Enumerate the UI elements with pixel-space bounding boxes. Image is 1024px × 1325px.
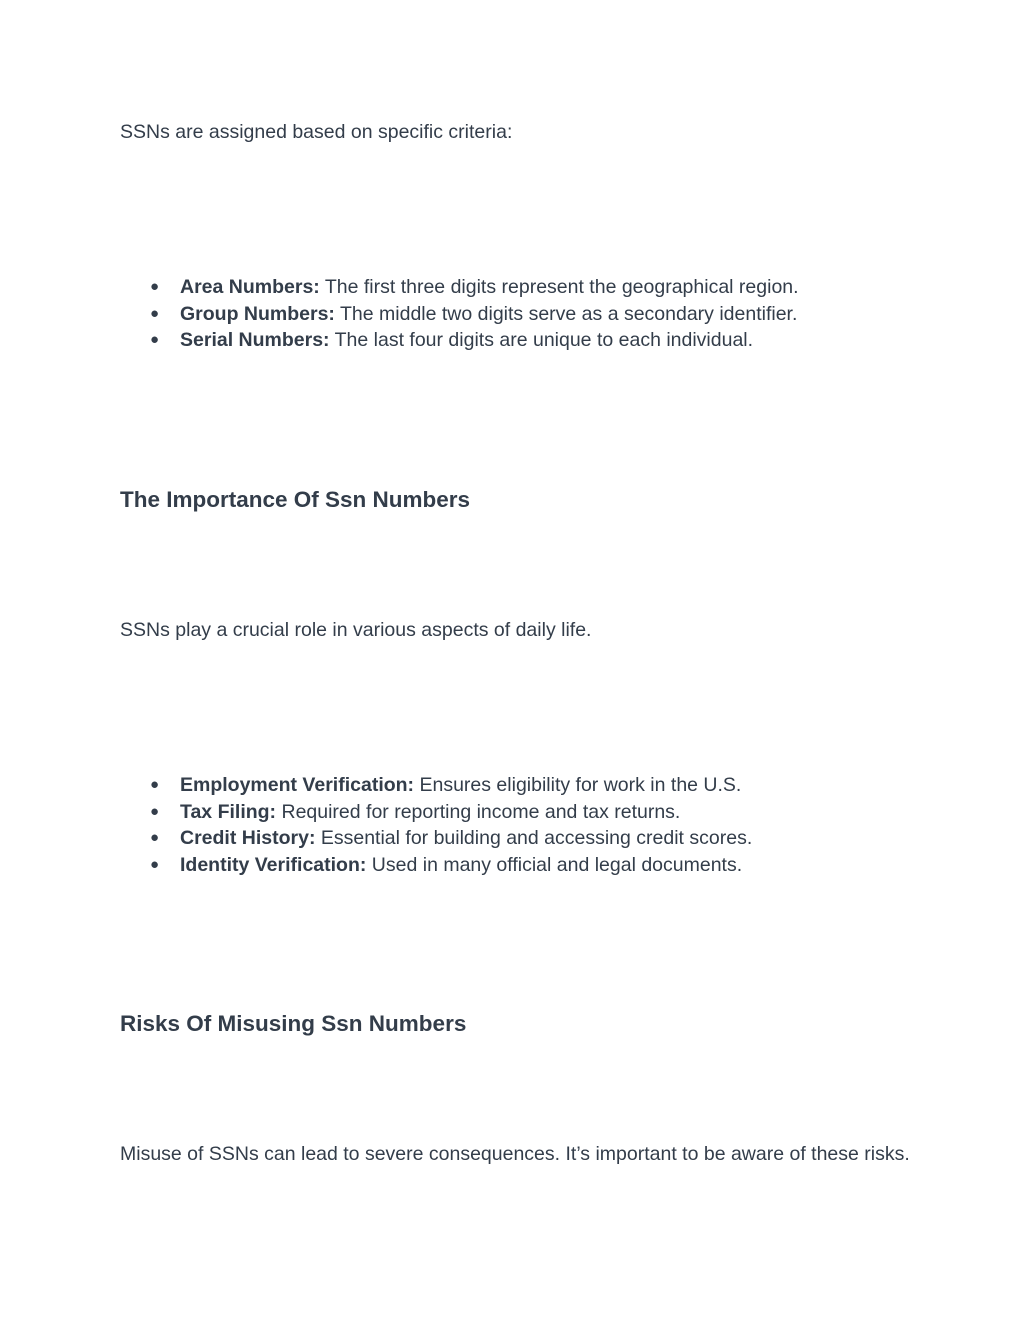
list-item-text: Ensures eligibility for work in the U.S. [414,774,742,796]
list-item-text: The middle two digits serve as a secondary identifier. [334,302,798,325]
list-item-term: Identity Verification: [180,853,367,876]
list-item-term: Credit History: [180,827,316,849]
list-item-text: The last four digits are unique to each individual. [329,329,754,351]
list-item-term: Employment Verification: [180,774,415,796]
section-heading-risks: Risks Of Misusing Ssn Numbers [120,1011,467,1036]
bullet-icon: ● [150,776,160,793]
criteria-list [150,274,799,354]
list-item [150,852,752,879]
importance-paragraph: SSNs play a crucial role in various aspects of daily life. [120,619,592,641]
intro-paragraph: SSNs are assigned based on specific criteria: [120,121,513,143]
list-item-term: Area Numbers: [180,276,320,298]
section-heading-importance: The Importance Of Ssn Numbers [120,487,471,512]
list-item-text: Required for reporting income and tax returns. [276,800,681,823]
list-item [150,799,752,826]
bullet-icon: ● [150,304,160,322]
bullet-icon: ● [150,278,160,295]
list-item-text: The first three digits represent the geographical region. [319,276,799,298]
list-item [150,327,799,354]
list-item-term: Serial Numbers: [180,329,330,351]
list-item-term: Tax Filing: [180,800,277,823]
bullet-icon: ● [150,829,160,846]
list-item-text: Essential for building and accessing credit scores. [315,827,753,849]
list-item [150,274,799,301]
bullet-icon: ● [150,802,160,820]
list-item [150,772,752,799]
list-item [150,301,799,328]
list-item-term: Group Numbers: [180,302,335,325]
bullet-icon: ● [150,331,160,348]
risks-paragraph: Misuse of SSNs can lead to severe consequences. It’s important to be aware of these risks. [120,1143,910,1165]
bullet-icon: ● [150,855,160,873]
importance-list [150,772,752,878]
list-item-text: Used in many official and legal documents. [366,853,743,876]
list-item [150,825,752,852]
